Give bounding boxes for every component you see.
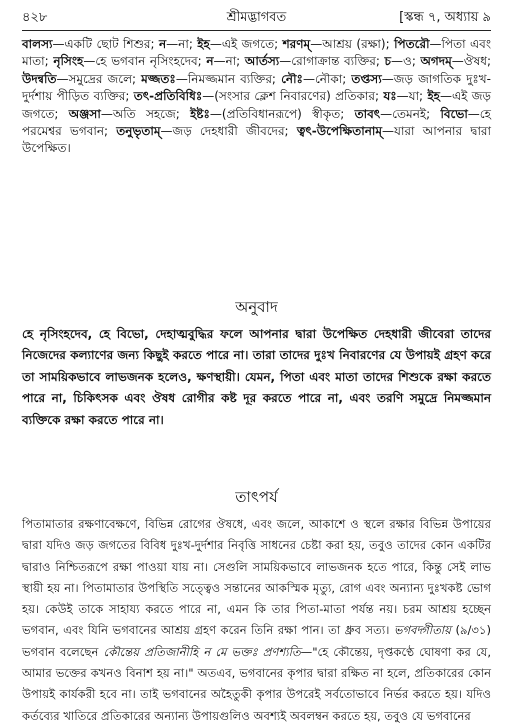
purport-heading: তাৎপর্য bbox=[235, 488, 278, 506]
purport-part-3: —"হে কৌন্তেয়, দৃপ্তকণ্ঠে ঘোষণা কর যে, আমার ভক্তের কখনও বিনাশ হয় না।" অতএব, ভগবানের কৃপার দ্বারা রক্ষিত না হলে, প্রতিকারের কোন উপায়ই কার্যকরী হবে না। তাই ভগবানের অহৈতুকী কৃপার উপরেই সর্বতোভাবে নির্ভর করতে হয়। যদিও কর্তব্যের খাতিরে প্রতিকারের অন্যান্য উপায়গুলিও অবশ্যই অবলম্বন করতে হয়, তবুও যে ভগবানের bbox=[22, 644, 491, 723]
synonym-term: নৌঃ bbox=[281, 71, 303, 86]
synonym-term: ন bbox=[206, 54, 214, 69]
synonym-term: অগদম্ bbox=[420, 54, 452, 69]
synonym-term: ইষ্টঃ bbox=[190, 106, 210, 121]
translation-heading: অনুবাদ bbox=[235, 298, 278, 316]
synonym-meaning: —ও; bbox=[391, 54, 421, 69]
synonym-term: নৃসিংহ bbox=[53, 54, 84, 69]
citation-title: ভগবদ্গীতায় bbox=[393, 623, 451, 638]
purport-text bbox=[22, 514, 491, 727]
synonym-term: বিভো bbox=[440, 106, 468, 121]
synonym-meaning: —জড় দেহধারী জীবদের; bbox=[160, 124, 297, 139]
synonym-term: যঃ bbox=[383, 89, 397, 104]
synonym-term: মজ্জতঃ bbox=[141, 71, 176, 86]
synonym-meaning: —যারা আপনার দ্বারা উপেক্ষিত। bbox=[22, 124, 492, 156]
synonym-meaning: —জড় জাগতিক দুঃখ-দুর্দশায় পীড়িত ব্যক্তির; bbox=[22, 71, 491, 104]
synonym-term: চ bbox=[384, 54, 392, 69]
synonym-meaning: —আশ্রয় (রক্ষা); bbox=[310, 37, 395, 51]
synonym-term: তৎ-প্রতিবিধিঃ bbox=[133, 89, 203, 104]
page-number: ৪২৮ bbox=[22, 10, 48, 25]
synonym-term: ইহ bbox=[197, 37, 210, 51]
synonym-meaning: —সমুদ্রের জলে; bbox=[56, 71, 142, 86]
synonym-meaning: —নৌকা; bbox=[302, 71, 352, 86]
synonym-meaning: —হে ভগবান নৃসিংহদেব; bbox=[83, 54, 207, 69]
synonym-term: ইহ bbox=[427, 89, 440, 104]
synonym-term: তাবৎ bbox=[354, 106, 381, 121]
synonym-meaning: —(প্রতিবিধানরূপে) স্বীকৃত; bbox=[209, 106, 355, 121]
synonym-meaning: —নিমজ্জমান ব্যক্তির; bbox=[175, 71, 282, 86]
synonym-meaning: —পিতা এবং মাতা; bbox=[22, 37, 491, 69]
synonym-term: পিতরৌ bbox=[394, 37, 430, 51]
word-synonyms bbox=[22, 36, 491, 158]
synonym-meaning: —হে পরমেশ্বর ভগবান; bbox=[22, 106, 491, 139]
purport-part-1: পিতামাতার রক্ষণাবেক্ষণে, বিভিন্ন রোগের ঔষধে, এবং জলে, আকাশে ও স্থলে রক্ষার বিভিন্ন উপায়ের দ্বারা যদিও জড় জগতের বিবিধ দুঃখ-দুর্দশার নিবৃত্তি সাধনের চেষ্টা করা হয়, তবুও তাদের কোন একটির দ্বারাও নিশ্চিতরূপে রক্ষা পাওয়া যায় না। সেগুলি সাময়িকভাবে লাভজনক হতে পারে, কিন্তু সেই লাভ স্থায়ী হয় না। পিতামাতার উপস্থিতি সত্ত্বেও সন্তানের আকস্মিক মৃত্যু, রোগ এবং অন্যান্য দুঃখকষ্ট ভোগ হয়। কেউই তাকে সাহায্য করতে পারে না, এমন কি তার পিতা-মাতা পর্যন্ত নয়। চরম আশ্রয় হচ্ছেন ভগবান, এবং যিনি ভগবানের আশ্রয় গ্রহণ করেন তিনি রক্ষা পান। তা ধ্রুব সত্য। bbox=[22, 517, 491, 638]
synonym-meaning: —যা; bbox=[396, 89, 428, 104]
synonym-term: অঞ্জসা bbox=[68, 106, 101, 121]
synonym-term: তনুভৃতাম্ bbox=[116, 124, 161, 139]
synonym-meaning: —রোগাক্রান্ত ব্যক্তির; bbox=[279, 54, 385, 69]
synonym-meaning: —(সংসার ক্লেশ নিবারণের) প্রতিকার; bbox=[202, 89, 384, 104]
synonym-meaning: —এই জড় জগতে; bbox=[22, 89, 491, 121]
running-header bbox=[22, 8, 491, 28]
synonym-term: ত্বৎ-উপেক্ষিতানাম্ bbox=[296, 124, 383, 139]
synonym-term: আর্তস্য bbox=[244, 54, 280, 69]
purport-part-2: (৯/৩১) ভগবান বলেছেন bbox=[22, 623, 491, 659]
synonym-term: উদন্বতি bbox=[22, 71, 57, 86]
synonym-meaning: —না; bbox=[166, 37, 198, 51]
synonym-term: শরণম্ bbox=[282, 37, 311, 51]
synonym-meaning: —না; bbox=[213, 54, 245, 69]
synonym-meaning: —অতি সহজে; bbox=[100, 106, 191, 121]
synonym-meaning: —একটি ছোট শিশুর; bbox=[52, 37, 159, 51]
translation-text: হে নৃসিংহদেব, হে বিভো, দেহাত্মবুদ্ধির ফলে আপনার দ্বারা উপেক্ষিত দেহধারী জীবেরা তাদের নিজেদের কল্যাণের জন্য কিছুই করতে পারে না। তারা তাদের দুঃখ নিবারণের যে উপায়ই গ্রহণ করে তা সাময়িকভাবে লাভজনক হলেও, ক্ষণস্থায়ী। যেমন, পিতা এবং মাতা তাদের শিশুকে রক্ষা করতে পারে না, চিকিৎসক এবং ঔষধ রোগীর কষ্ট দূর করতে পারে না, এবং তরণি সমুদ্রে নিমজ্জমান ব্যক্তিকে রক্ষা করতে পারে না। bbox=[22, 327, 491, 427]
synonym-term: তপ্তস্য bbox=[351, 71, 382, 86]
synonym-meaning: —এই জগতে; bbox=[209, 37, 283, 51]
sanskrit-quote: কৌন্তেয় প্রতিজানীহি ন মে ভক্তঃ প্রণশ্যতি bbox=[103, 644, 301, 659]
synonym-term: বালস্য bbox=[22, 37, 53, 51]
synonym-meaning: —তেমনই; bbox=[380, 106, 441, 121]
chapter-reference: [স্কন্ধ ৭, অধ্যায় ৯ bbox=[399, 10, 491, 25]
synonym-term: ন bbox=[159, 37, 167, 51]
book-title: শ্রীমদ্ভাগবত bbox=[226, 10, 287, 25]
header-rule bbox=[22, 30, 491, 31]
synonym-meaning: —ঔষধ; bbox=[451, 54, 491, 69]
